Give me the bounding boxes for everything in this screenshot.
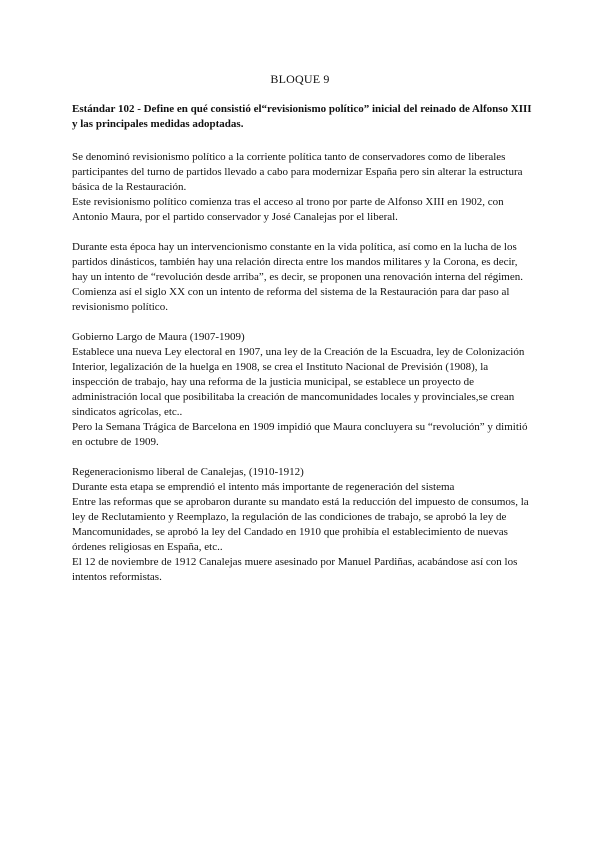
canalejas-section-heading: Regeneracionismo liberal de Canalejas, (1910-1912) [72, 466, 304, 478]
spacer [72, 315, 534, 330]
intro-paragraph-1: Se denominó revisionismo político a la corriente política tanto de conservadores como de liberales participantes del turno de partidos llevado a cabo para modernizar España pero sin alterar la estructura básica de la Restauración. [72, 151, 523, 193]
spacer [72, 225, 534, 240]
maura-paragraph-1: Establece una nueva Ley electoral en 1907, una ley de la Creación de la Escuadra, ley de Colonización Interior, legalización de la huelga en 1908, se crea el Instituto Nacional de Previsión (1908), la inspección de trabajo, hay una reforma de la justicia municipal, se establece un proyecto de administración local que posibilitaba la creación de mancomunidades locales y provinciales,se crean sindicatos agrícolas, etc.. [72, 346, 525, 418]
period-paragraph-2: Comienza así el siglo XX con un intento de reforma del sistema de la Restauración para dar paso al revisionismo político. [72, 286, 510, 313]
canalejas-paragraph-3: El 12 de noviembre de 1912 Canalejas muere asesinado por Manuel Pardiñas, acabándose así con los intentos reformistas. [72, 556, 518, 583]
period-paragraph-1: Durante esta época hay un intervencionismo constante en la vida política, así como en la lucha de los partidos dinásticos, también hay una relación directa entre los mandos militares y la Corona, es decir, hay un intento de “revolución desde arriba”, es decir, se proponen una renovación interna del régimen. [72, 241, 523, 283]
maura-section-heading: Gobierno Largo de Maura (1907-1909) [72, 331, 245, 343]
spacer [72, 450, 534, 465]
canalejas-paragraph-2: Entre las reformas que se aprobaron durante su mandato está la reducción del impuesto de consumos, la ley de Reclutamiento y Reemplazo, la regulación de las condiciones de trabajo, se aprobó la ley de Mancomunidades, se aprobó la ley del Candado en 1910 que prohibía el establecimiento de nuevas órdenes religiosas en España, etc.. [72, 496, 529, 553]
maura-paragraph-2: Pero la Semana Trágica de Barcelona en 1909 impidió que Maura concluyera su “revolución” y dimitió en octubre de 1909. [72, 421, 528, 448]
canalejas-paragraph-1: Durante esta etapa se emprendió el intento más importante de regeneración del sistema [72, 481, 455, 493]
page-title: BLOQUE 9 [270, 72, 330, 86]
standard-heading: Estándar 102 - Define en qué consistió el“revisionismo político” inicial del reinado de Alfonso XIII y las principales medidas adoptadas. [72, 103, 532, 130]
document-body [72, 102, 534, 585]
intro-paragraph-2: Este revisionismo político comienza tras el acceso al trono por parte de Alfonso XIII en 1902, con Antonio Maura, por el partido conservador y José Canalejas por el liberal. [72, 196, 504, 223]
